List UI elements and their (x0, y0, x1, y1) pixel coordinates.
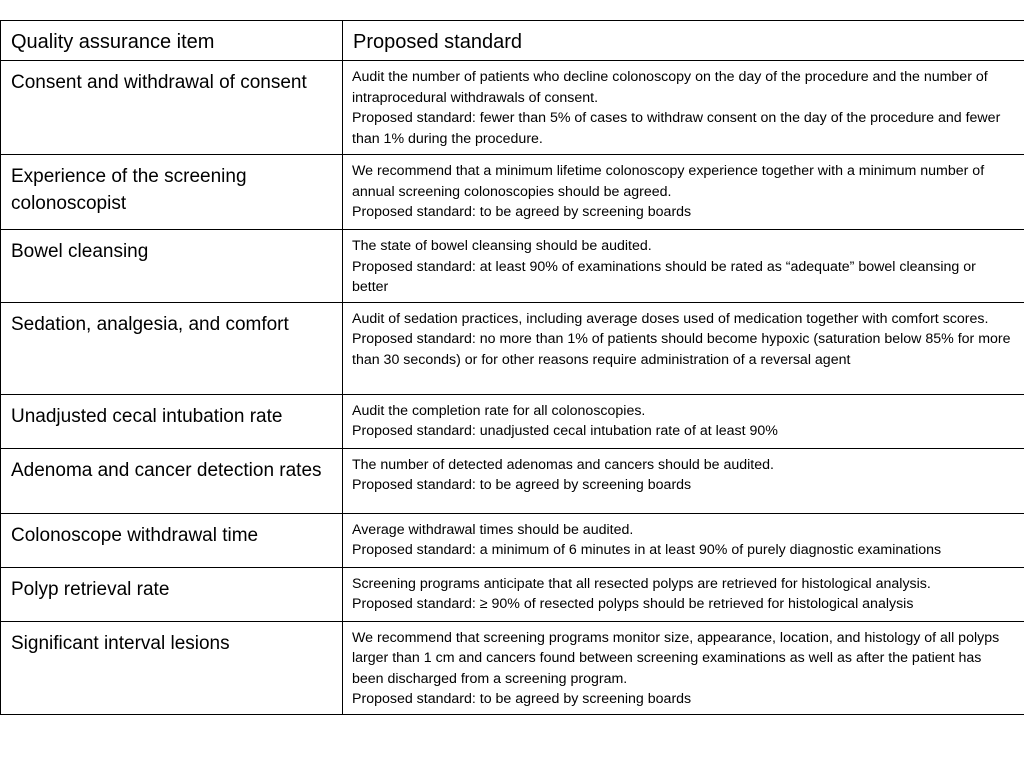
table-row (1, 394, 1024, 448)
standard-cell (343, 61, 1024, 155)
standard-line: Proposed standard: to be agreed by screening boards (352, 477, 692, 493)
standard-line: Proposed standard: to be agreed by screening boards (352, 691, 692, 707)
standard-cell (343, 621, 1024, 714)
standard-cell (343, 394, 1024, 448)
standard-line: Audit the number of patients who decline colonoscopy on the day of the procedure and the number of intraprocedural withdrawals of consent. (352, 69, 988, 106)
column-header-item: Quality assurance item (1, 21, 343, 61)
standard-cell (343, 230, 1024, 303)
quality-item-cell: Sedation, analgesia, and comfort (1, 302, 343, 394)
quality-item-cell: Polyp retrieval rate (1, 567, 343, 621)
quality-item-cell: Bowel cleansing (1, 230, 343, 303)
standard-line: We recommend that screening programs monitor size, appearance, location, and histology of all polyps larger than 1 cm and cancers found between screening examinations as well as after the patient has been discharged from a screening program. (352, 629, 1000, 687)
standard-line: Proposed standard: unadjusted cecal intubation rate of at least 90% (352, 423, 778, 439)
standard-line: Proposed standard: fewer than 5% of cases to withdraw consent on the day of the procedure and fewer than 1% during the procedure. (352, 110, 1001, 147)
standard-cell (343, 448, 1024, 513)
standard-line: The number of detected adenomas and cancers should be audited. (352, 456, 774, 473)
table-row (1, 448, 1024, 513)
table-row (1, 230, 1024, 303)
table-row (1, 567, 1024, 621)
standard-line: Proposed standard: no more than 1% of patients should become hypoxic (saturation below 85% for more than 30 seconds) or for other reasons require administration of a reversal agent (352, 331, 1011, 368)
standard-line: The state of bowel cleansing should be audited. (352, 238, 652, 254)
standard-cell (343, 155, 1024, 230)
table-header-row (1, 21, 1024, 61)
standard-cell (343, 567, 1024, 621)
standard-line: Proposed standard: at least 90% of examinations should be rated as “adequate” bowel cleansing or better (352, 258, 976, 295)
standard-cell (343, 302, 1024, 394)
quality-item-cell: Unadjusted cecal intubation rate (1, 394, 343, 448)
table-row (1, 513, 1024, 567)
quality-item-cell: Colonoscope withdrawal time (1, 513, 343, 567)
quality-item-cell: Significant interval lesions (1, 621, 343, 714)
quality-assurance-table (0, 20, 1024, 715)
standard-line: Proposed standard: a minimum of 6 minutes in at least 90% of purely diagnostic examinations (352, 542, 942, 558)
table-row (1, 155, 1024, 230)
table-row (1, 621, 1024, 714)
standard-line: We recommend that a minimum lifetime colonoscopy experience together with a minimum number of annual screening colonoscopies should be agreed. (352, 163, 985, 200)
table-row (1, 302, 1024, 394)
standard-cell (343, 513, 1024, 567)
standard-line: Proposed standard: to be agreed by screening boards (352, 204, 692, 220)
standard-line: Audit of sedation practices, including average doses used of medication together with comfort scores. (352, 310, 989, 327)
table-row (1, 61, 1024, 155)
standard-line: Proposed standard: ≥ 90% of resected polyps should be retrieved for histological analysis (352, 596, 914, 612)
quality-item-cell: Consent and withdrawal of consent (1, 61, 343, 155)
standard-line: Audit the completion rate for all colonoscopies. (352, 402, 646, 419)
column-header-standard: Proposed standard (343, 21, 1024, 61)
standard-line: Average withdrawal times should be audited. (352, 521, 634, 538)
standard-line: Screening programs anticipate that all resected polyps are retrieved for histological analysis. (352, 575, 931, 592)
quality-item-cell: Experience of the screening colonoscopist (1, 155, 343, 230)
quality-item-cell: Adenoma and cancer detection rates (1, 448, 343, 513)
